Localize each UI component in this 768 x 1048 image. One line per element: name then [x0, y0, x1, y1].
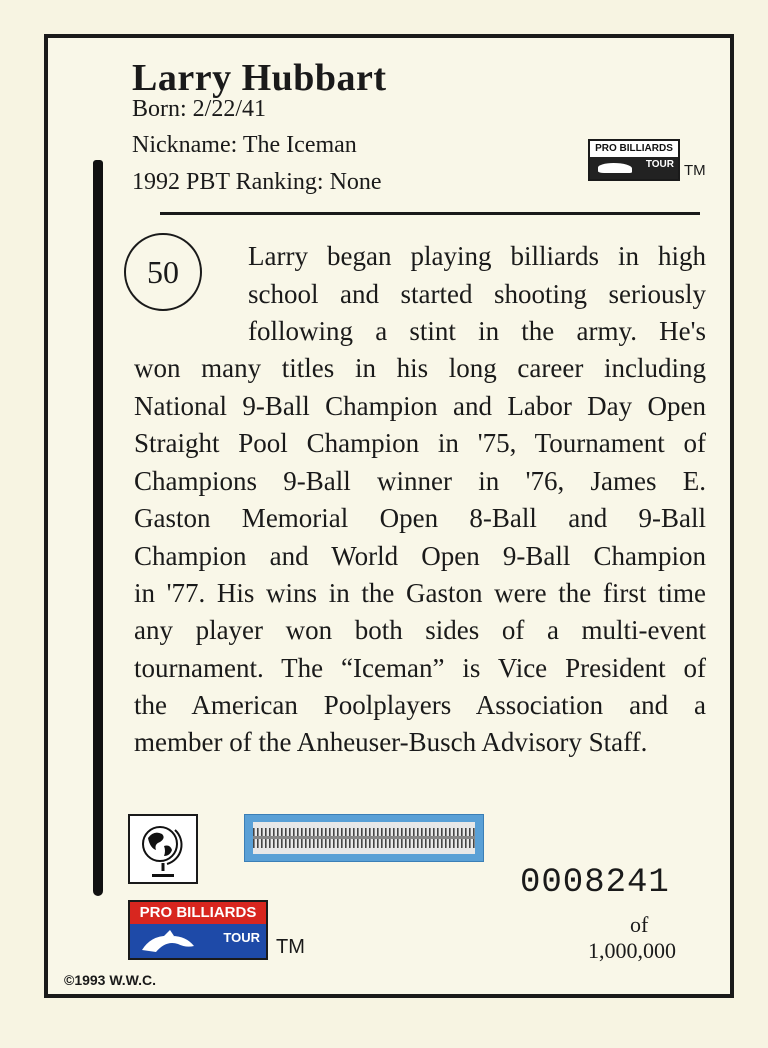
globe-icon	[128, 814, 198, 884]
bio-line: Champion and World Open 9-Ball Champion	[134, 541, 706, 571]
bio-line: Gaston Memorial Open 8-Ball and 9-Ball	[134, 503, 706, 533]
bio-line: Straight Pool Champion in '75, Tournament of	[134, 428, 706, 458]
player-born: Born: 2/22/41	[132, 96, 267, 122]
player-ranking: 1992 PBT Ranking: None	[132, 169, 382, 195]
trademark-small: TM	[684, 162, 706, 179]
copyright: ©1993 W.W.C.	[64, 972, 157, 988]
pro-billiards-tour-logo	[128, 900, 268, 960]
player-name: Larry Hubbart	[132, 57, 387, 99]
header-divider	[160, 212, 700, 215]
bio-line: member of the Anheuser-Busch Advisory Staff.	[134, 727, 648, 757]
logo-line2: TOUR	[223, 930, 260, 945]
bio-line: the American Poolplayers Association and a	[134, 690, 706, 720]
player-nickname: Nickname: The Iceman	[132, 132, 357, 158]
bio-line: tournament. The “Iceman” is Vice President of	[134, 653, 706, 683]
bio-line: National 9-Ball Champion and Labor Day Open	[134, 391, 706, 421]
logo-small-line2: TOUR	[645, 159, 674, 170]
logo-small-emblem	[598, 163, 632, 173]
trading-card-back	[44, 34, 734, 998]
bio-line: Champions 9-Ball winner in '76, James E.	[134, 466, 706, 496]
pool-cue-graphic	[93, 160, 103, 896]
bio-line: any player won both sides of a multi-event	[134, 615, 706, 645]
card-number-badge: 50	[124, 233, 202, 311]
bio-line: following a stint in the army. He's	[248, 316, 706, 346]
bio-line: Larry began playing billiards in high	[248, 241, 706, 271]
logo-small-line1: PRO BILLIARDS	[595, 143, 673, 154]
serial-number: 0008241	[520, 864, 670, 902]
logo-line1: PRO BILLIARDS	[130, 902, 266, 924]
logo-emblem	[134, 924, 234, 960]
bio-line: won many titles in his long career including	[134, 353, 706, 383]
trademark: TM	[276, 936, 305, 958]
serial-total: 1,000,000	[588, 938, 676, 963]
pro-billiards-tour-logo-small	[588, 139, 680, 181]
bio-line: in '77. His wins in the Gaston were the first time	[134, 578, 706, 608]
hologram-barcode	[244, 814, 484, 862]
bio-line: school and started shooting seriously	[248, 279, 706, 309]
serial-of: of	[630, 912, 649, 937]
